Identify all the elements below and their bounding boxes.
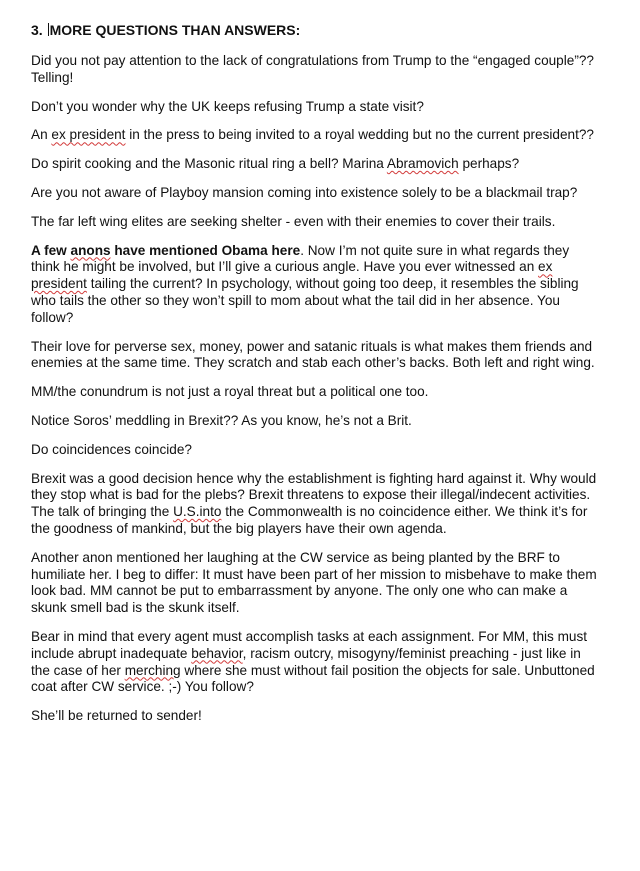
text-run: An: [31, 127, 52, 143]
paragraph: [31, 243, 601, 327]
text-run: Are you not aware of Playboy mansion coming into existence solely to be a blackmail trap?: [31, 184, 578, 200]
text-run: Notice Soros’ meddling in Brexit?? As you know, he’s not a Brit.: [31, 412, 412, 428]
paragraph: [31, 214, 601, 231]
paragraph: [31, 550, 601, 617]
text-run: A few: [31, 242, 71, 258]
text-run: The far left wing elites are seeking shelter - even with their enemies to cover their trails.: [31, 213, 556, 229]
section-heading: [31, 22, 601, 39]
document-page: [31, 22, 601, 737]
document-body: [31, 53, 601, 725]
text-run: Do coincidences coincide?: [31, 441, 192, 457]
bold-text: [111, 243, 301, 258]
spellcheck-flagged-word: ex president: [51, 127, 126, 143]
spellcheck-flagged-word: anons: [70, 242, 111, 258]
spellcheck-flagged-word: Abramovich: [386, 156, 459, 172]
paragraph: [31, 384, 601, 401]
paragraph: [31, 629, 601, 696]
spellcheck-flagged-word: ex president: [31, 259, 553, 292]
paragraph: [31, 127, 601, 144]
text-run: Do spirit cooking and the Masonic ritual ring a bell? Marina: [31, 156, 387, 172]
spellcheck-flagged-word: U.S.into: [173, 504, 222, 520]
paragraph: [31, 339, 601, 373]
text-run: , racism outcry, misogyny/feminist preaching - just like in the case of her: [31, 645, 581, 678]
text-run: Their love for perverse sex, money, power and satanic rituals is what makes them friends and enemies at the same time. They scratch and stab each other’s backs. Both left and right wing.: [31, 338, 595, 371]
text-run: Bear in mind that every agent must accomplish tasks at each assignment. For MM, this must include abrupt inadequate: [31, 628, 588, 661]
text-run: the Commonwealth is no coincidence either. We think it’s for the goodness of mankind, but the big players have their own agenda.: [31, 504, 588, 536]
paragraph: [31, 413, 601, 430]
paragraph: [31, 708, 601, 725]
paragraph: [31, 471, 601, 538]
text-cursor: [48, 23, 49, 36]
text-run: where she must without fail position the objects for sale. Unbuttoned coat after CW service. ;-) You follow?: [31, 662, 595, 695]
section-title: MORE QUESTIONS THAN ANSWERS:: [49, 22, 301, 38]
text-run: tailing the current? In psychology, without going too deep, it resembles the sibling who tails the other so they won’t spill to mom about what the tail did in her absence. You follow?: [31, 276, 579, 325]
paragraph: [31, 53, 601, 87]
text-run: have mentioned Obama here: [110, 242, 301, 258]
section-number: 3.: [31, 22, 43, 38]
paragraph: [31, 442, 601, 459]
bold-text: [71, 243, 111, 258]
paragraph: [31, 156, 601, 173]
spellcheck-flagged-word: behavior: [191, 645, 243, 661]
paragraph: [31, 99, 601, 116]
text-run: Don’t you wonder why the UK keeps refusing Trump a state visit?: [31, 98, 424, 114]
text-run: Brexit was a good decision hence why the establishment is fighting hard against it. Why would they stop what is bad for the plebs? Brexit threatens to expose their illegal/indecent activities. The talk of bringing the: [31, 470, 597, 520]
text-run: . Now I’m not quite sure in what regards they think he might be involved, but I’ll give a curious angle. Have you ever witnessed an: [31, 242, 570, 275]
text-run: Another anon mentioned her laughing at the CW service as being planted by the BRF to humiliate her. I beg to differ: It must have been part of her mission to misbehave to make them look bad. MM cannot be put to embarrassment by anyone. The only one who can make a skunk smell bad is the skunk itself.: [31, 549, 597, 616]
paragraph: [31, 185, 601, 202]
text-run: MM/the conundrum is not just a royal threat but a political one too.: [31, 384, 429, 400]
text-run: She’ll be returned to sender!: [31, 708, 202, 724]
text-run: in the press to being invited to a royal wedding but no the current president??: [125, 127, 594, 143]
text-run: Did you not pay attention to the lack of congratulations from Trump to the “engaged couple”?? Telling!: [31, 53, 594, 85]
spellcheck-flagged-word: merching: [124, 662, 181, 678]
text-run: perhaps?: [458, 156, 520, 172]
bold-text: [31, 243, 71, 258]
